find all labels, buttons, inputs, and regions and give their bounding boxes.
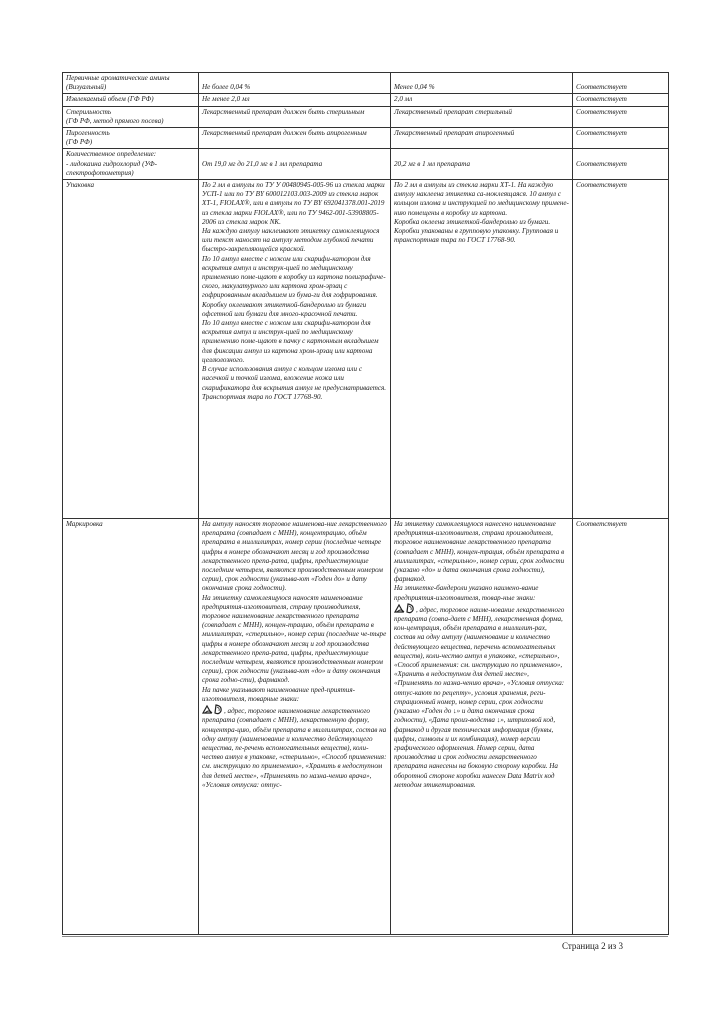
test-name-cell: Первичные ароматические амины (Визуальный) [63, 73, 199, 94]
requirement-cell: Не менее 2,0 мл [199, 94, 391, 106]
requirement-cell: Лекарственный препарат должен быть апирогенным [199, 128, 391, 149]
verdict-cell: Соответствует [573, 94, 669, 106]
result-cell: Менее 0,04 % [391, 73, 573, 94]
verdict-cell: Соответствует [573, 180, 669, 519]
requirement-cell: От 19,0 мг до 21,0 мг в 1 мл препарата [199, 149, 391, 180]
result-cell: Лекарственный препарат стерильный [391, 106, 573, 127]
test-name-cell: Пирогенность (ГФ РФ) [63, 128, 199, 149]
specification-table [62, 72, 669, 935]
result-cell: 2,0 мл [391, 94, 573, 106]
table-row [63, 106, 669, 127]
requirement-cell: На ампулу наносят торговое наименова-ние лекарственного препарата (совпадает с МНН), концентрацию, объём препарата в миллилитрах, номер серии (последние четыре цифры в номере обозначают месяц и год производства лекарственного препа-рата, цифры, предшествующие последним четырем, являются производственным номером серии), срок годности (указыва-ют «Годен до» и дату окончания срока годности). На этикетку самоклеящуюся наносят наименование предприятия-изготовителя, страну производителя, торговое наименование лекарственного препарата (совпадает с МНН), концен-трацию, объём препарата в миллилитрах, «стерильно», номер серии (последние че-тыре цифры в номере обозначают месяц и год производства лекарственного препа-рата, цифры, предшествующие последним четырем, являются производственным номером серии), срок годности (указыва-ют «до» и дату окончания срока годно-сти), фармакод. На пачке указывают наименование пред-приятия-изготовителя, товарные знаки: , адрес, торговое наименование лекарственного препарата (совпадает с МНН), лекарственную форму, концентра-цию, объём препарата в миллилитрах, состав на одну ампулу (наименование и количество действующего вещества, пе-речень вспомогательных веществ), коли-чество ампул в упаковке, «стерильно», «Способ применения: см. инструкцию по применению», «Хранить в недоступном для детей месте», «Применять по назна-чению врача», «Условия отпуска: отпус- [199, 519, 391, 935]
table-row [63, 519, 669, 935]
trademark-logo-icon [202, 704, 224, 715]
test-name-cell: Количественное определение: - лидокаина гидрохлорид (УФ-спектрофотометрия) [63, 149, 199, 180]
footer-divider [62, 936, 668, 937]
table-row [63, 73, 669, 94]
test-name-cell: Упаковка [63, 180, 199, 519]
test-name-cell: Извлекаемый объем (ГФ РФ) [63, 94, 199, 106]
result-cell: 20,2 мг в 1 мл препарата [391, 149, 573, 180]
verdict-cell: Соответствует [573, 149, 669, 180]
verdict-cell: Соответствует [573, 519, 669, 935]
requirement-cell: По 2 мл в ампулы по ТУ У 00480945-005-96 из стекла марки УСП-1 или по ТУ BY 600012103.003-2009 из стекла марок ХТ-1, FIOLAX®, или в ампулы по ТУ BY 692041378.001-2019 из стекла марки FIOLAX®, или по ТУ 9462-001-53908805-2006 из стекла марок NK. На каждую ампулу наклеивают этикетку самоклеящуюся или текст наносят на ампулу методом глубокой печати быстро-закрепляющейся краской. По 10 ампул вместе с ножом или скарифи-катором для вскрытия ампул и инструк-цией по медицинскому применению поме-щают в коробку из картона полиграфиче-ского, макулатурного или картона хром-эрзац с гофрированным вкладышем из бума-ги для гофрирования. Коробку оклеивают этикеткой-бандеролью из бумаги офсетной или бумаги для много-красочной печати. По 10 ампул вместе с ножом или скарифи-катором для вскрытия ампул и инструк-цией по медицинскому применению поме-щают в пачку с картонным вкладышем для фиксации ампул из картона хром-эрзац или картона целлюлозного. В случае использования ампул с кольцом излома или с насечкой и точкой излома, вложение ножа или скарификатора для вскрытия ампул не предусматривается. Транспортная тара по ГОСТ 17768-90. [199, 180, 391, 519]
requirement-cell: Лекарственный препарат должен быть стерильным [199, 106, 391, 127]
result-cell: На этикетку самоклеящуюся нанесено наименование предприятия-изготовителя, страна производителя, торговое наименование лекарственного препарата (совпадает с МНН), концен-трация, объём препарата в миллилитрах, «стерильно», номер серии, срок годности (указано «до» и дата окончания срока годности), фармакод. На этикетке-бандероли указано наимено-вание предприятия-изготовителя, товар-ные знаки: , адрес, торговое наиме-нование лекарственного препарата (совпа-дает с МНН), лекарственная форма, кон-центрация, объём препарата в миллилит-рах, состав на одну ампулу (наименование и количество действующего вещества, перечень вспомогательных веществ), коли-чество ампул в упаковке, «стерильно», «Способ применения: см. инструкцию по применению», «Хранить в недоступном для детей месте», «Применять по назна-чению врача», «Условия отпуска: отпус-кают по рецепту», условия хранения, реги-страционный номер, номер серии, срок годности (указано «Годен до ↓» и дата окончания срока годности), «Дата произ-водства ↓», штриховой код, фармакод и другая техническая информация (буквы, цифры, символы и их комбинация), номер версии графического оформления. Номер серии, дата производства и срок годности лекарственного препарата нанесены на боковую сторону коробки. На оборотной стороне коробки нанесен Data Matrix код методом этикетирования. [391, 519, 573, 935]
test-name-cell: Маркировка [63, 519, 199, 935]
table-row [63, 149, 669, 180]
page-number: Страница 2 из 3 [562, 941, 623, 951]
requirement-cell: Не более 0,04 % [199, 73, 391, 94]
table-row [63, 94, 669, 106]
test-name-cell: Стерильность (ГФ РФ, метод прямого посева) [63, 106, 199, 127]
table-row [63, 128, 669, 149]
verdict-cell: Соответствует [573, 128, 669, 149]
trademark-logo-icon [394, 603, 416, 614]
result-cell: Лекарственный препарат апирогенный [391, 128, 573, 149]
verdict-cell: Соответствует [573, 73, 669, 94]
result-cell: По 2 мл в ампулы из стекла марки ХТ-1. На каждую ампулу наклеена этикетка са-моклеящаяся. 10 ампул с кольцом излома и инструкцией по медицинскому примене-нию помещены в коробку из картона. Коробка оклеена этикеткой-бандеролью из бумаги. Коробки упакованы в групповую упаковку. Групповая и транспортная тара по ГОСТ 17768-90. [391, 180, 573, 519]
verdict-cell: Соответствует [573, 106, 669, 127]
table-row [63, 180, 669, 519]
